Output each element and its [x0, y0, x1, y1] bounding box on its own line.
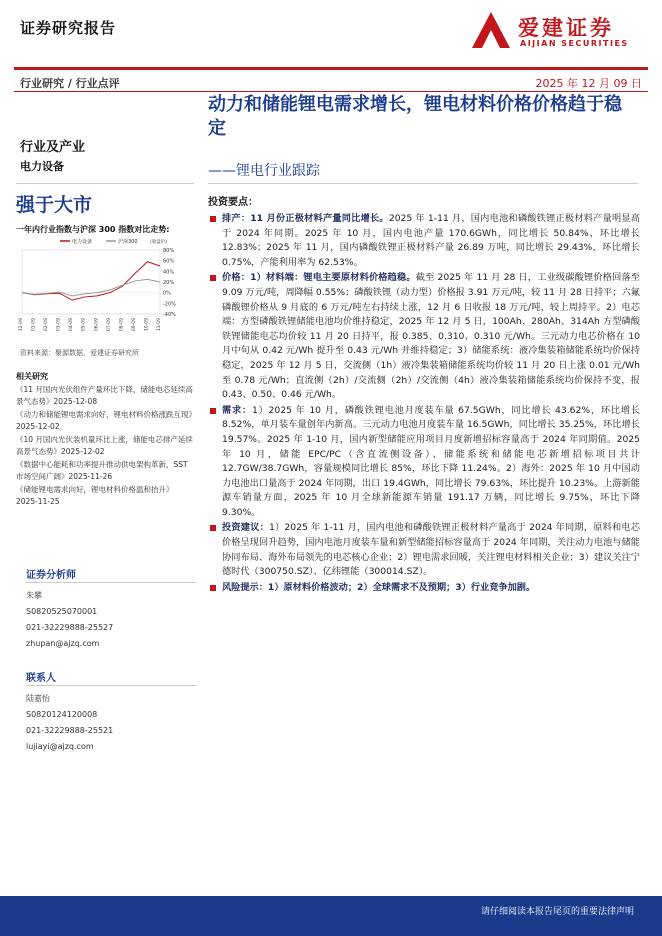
y-tick-label: -40%	[163, 312, 176, 318]
contact-heading: 联系人	[26, 673, 56, 684]
index-comparison-chart	[14, 234, 194, 342]
y-tick-label: 40%	[163, 269, 175, 276]
series-line	[22, 279, 160, 296]
analyst-name: 朱攀	[26, 591, 42, 600]
legend-label: 电力设备	[72, 239, 93, 245]
chart-frame	[22, 250, 160, 314]
x-tick-label: 05-09	[81, 318, 87, 332]
main-divider	[208, 183, 638, 184]
x-tick-label: 10-09	[144, 318, 150, 332]
x-tick-label: 03-09	[56, 318, 62, 332]
chart-source: 资料来源：聚源数据，爱建证券研究所	[20, 349, 139, 357]
x-tick-label: 02-09	[44, 318, 50, 332]
point-text: 1）2025 年 1-11 月，国内电池和磷酸铁锂正极材料产量高于 2024 年同期，原料和电芯价格呈现回升趋势，国内电池月度装车量和新型储能招标容量高于 2024 年同期，关注动力电池与储能协同布局、海外布局领先的电芯核心企业；2）锂电需求回暖，关注锂电材料相关企业；3）建议关注宁德时代（300750.SZ）、亿纬锂能（300014.SZ）。	[222, 522, 640, 578]
contact-name: 陆嘉怡	[26, 694, 50, 703]
related-research-heading: 相关研究	[16, 372, 48, 381]
contact-divider	[26, 685, 196, 686]
report-category: 行业研究 / 行业点评	[20, 77, 120, 90]
document-type: 证券研究报告	[20, 19, 117, 37]
x-tick-label: 07-09	[106, 318, 112, 332]
analyst-email[interactable]: zhupan@ajzq.com	[26, 639, 100, 648]
point-investment-advice	[208, 521, 640, 579]
x-tick-label: 04-09	[69, 318, 75, 332]
related-research-list	[16, 384, 194, 509]
y-tick-label: 20%	[163, 280, 175, 286]
report-date: 2025 年 12 月 09 日	[535, 77, 642, 90]
report-subtitle: ——锂电行业跟踪	[208, 163, 320, 179]
sidebar-divider	[16, 183, 194, 184]
point-bold: 投资建议：	[222, 522, 269, 534]
company-logo	[470, 10, 645, 52]
point-risk	[208, 581, 640, 596]
bullet-square-icon	[210, 525, 216, 531]
point-text: 截至 2025 年 11 月 28 日，工业级碳酸锂价格回落至 9.09 万元/吨，周降幅 0.55%；磷酸铁锂（动力型）价格报 3.91 万元/吨，较 11 月 28 日持平；六氟磷酸锂价格从 9 月底的 6 万元/吨左右持续上涨，12 月 6 日收报 18 万元/吨，较上周持平。2）电芯端：方型磷酸铁锂储能电池均价维持稳定，2025 年 12 月 5 日，100Ah、280Ah、314Ah 方型磷酸铁锂储能电芯均价较 11 月 20 日持平，报 0.385、0.310、0.310 元/Wh。三元动力电芯价格在 10 月中旬从 0.42 元/Wh 提升至 0.43 元/Wh 并维持稳定；3）储能系统：液冷集装箱储能系统均价保持稳定，2025 年 12 月 5 日，交流侧（1h）液冷集装箱储能系统均价较 11 月 20 日上涨 0.01 元/Wh 至 0.78 元/Wh；直流侧（2h）/交流侧（2h）/交流侧（4h）液冷集装箱储能系统均价保持不变，报 0.43、0.50、0.46 元/Wh。	[222, 272, 640, 401]
point-bold: 价格：1）材料端：锂电主要原材料价格趋稳。	[222, 272, 416, 284]
point-price	[208, 271, 640, 402]
investment-points	[208, 193, 640, 596]
rating: 强于大市	[16, 194, 93, 216]
point-bold: 排产：11 月份正极材料产量同比增长。	[222, 213, 389, 224]
industry-name: 电力设备	[20, 160, 64, 173]
x-tick-label: 06-09	[94, 318, 100, 332]
bullet-square-icon	[210, 585, 216, 591]
footer-disclaimer[interactable]: 请仔细阅读本报告尾页的重要法律声明	[480, 907, 634, 917]
aijian-logo-icon	[470, 10, 512, 50]
x-tick-label: 08-09	[119, 318, 125, 332]
related-item[interactable]: 《储能锂电需求向好，锂电材料价格温和抬升》2025-11-25	[16, 485, 174, 506]
point-bold: 风险提示：1）原材料价格波动；2）全球需求不及预期；3）行业竞争加剧。	[222, 581, 536, 593]
contact-phone: 021-32229888-25521	[26, 726, 114, 735]
chart-title: 一年内行业指数与沪深 300 指数对比走势:	[16, 225, 170, 234]
y-tick-label: 0%	[163, 290, 171, 297]
x-tick-label: 09-09	[131, 318, 137, 332]
header-divider-thin	[14, 91, 648, 92]
bullet-square-icon	[210, 275, 216, 281]
analyst-phone: 021-32229888-25527	[26, 623, 114, 632]
report-title: 动力和储能锂电需求增长，锂电材料价格价格趋于稳定	[208, 94, 622, 139]
industry-label: 行业及产业	[20, 140, 86, 155]
contact-cert: S0820124120008	[26, 710, 98, 719]
point-text: 1）2025 年 10 月，磷酸铁锂电池月度装车量 67.5GWh，同比增长 43.62%，环比增长 8.52%，单月装车量创年内新高。三元动力电池月度装车量 16.5GWh，同比增长 35.25%，环比增长 19.57%。2025 年 1-10 月，国内新型储能应用项目月度新增招标容量高于 2024 年同期值。2025 年 10 月，储能 EPC/PC（含直流侧设备）、储能系统和储能电芯新增招标项目共计 12.7GW/38.7GWh，容量规模同比增长 85%，环比下降 11.24%。2）海外：2025 年 10 月中国动力电池出口量高于 2024 年同期，出口 19.4GWh，同比增长 79.63%，环比提升 10.23%。上游新能源车销量方面，2025 年 10 月全球新能源车销量 191.17 万辆，同比增长 9.75%，环比下降 9.30%。	[222, 404, 640, 518]
chart-svg	[14, 234, 194, 342]
legend-label: 沪深300	[118, 239, 138, 245]
analyst-info	[26, 588, 113, 652]
y-tick-label: -20%	[163, 301, 176, 308]
x-tick-label: 01-09	[31, 318, 37, 332]
series-line	[22, 262, 160, 300]
x-tick-label: 11-09	[157, 318, 162, 332]
contact-email[interactable]: lujiayi@ajzq.com	[26, 742, 94, 751]
header-divider	[14, 67, 648, 70]
x-tick-label: 12-09	[19, 318, 24, 332]
y-tick-label: 80%	[163, 248, 175, 254]
analyst-divider	[26, 582, 196, 583]
bullet-square-icon	[210, 216, 216, 222]
related-item[interactable]: 《动力和储能锂电需求向好，锂电材料价格涨跌互现》2025-12-02	[16, 410, 193, 431]
analyst-cert: S0820525070001	[26, 607, 98, 616]
y-tick-label: 60%	[163, 258, 175, 265]
logo-english: AIJIAN SECURITIES	[520, 39, 629, 48]
contact-info	[26, 691, 113, 755]
points-heading: 投资要点：	[208, 197, 258, 208]
point-text: 2025 年 1-11 月，国内电池和磷酸铁锂正极材料产量明显高于 2024 年同期。2025 年 10 月，国内电池产量 170.6GWh，同比增长 50.84%，环比增长 12.83%；2025 年 11 月，国内磷酸铁锂正极材料产量 26.89 万吨，同比增长 29.43%，环比增长 0.75%，产能利用率为 62.53%。	[222, 213, 640, 268]
bullet-square-icon	[210, 408, 216, 414]
point-bold: 需求：	[222, 404, 252, 416]
y-unit-label: (收盘价)	[150, 240, 168, 245]
related-item[interactable]: 《10 月国内光伏装机量环比上涨，储能电芯排产延续高景气态势》2025-12-02	[16, 435, 193, 456]
related-item[interactable]: 《11 月国内光伏组件产量环比下降，储能电芯延续高景气态势》2025-12-08	[16, 385, 193, 406]
related-item[interactable]: 《数据中心能耗和功率提升推动供电架构革新，SST 市场空间广阔》2025-11-26	[16, 460, 188, 481]
analyst-heading: 证券分析师	[26, 570, 76, 581]
point-production	[208, 212, 640, 270]
point-demand	[208, 404, 640, 521]
logo-chinese: 爱建证券	[518, 16, 614, 40]
